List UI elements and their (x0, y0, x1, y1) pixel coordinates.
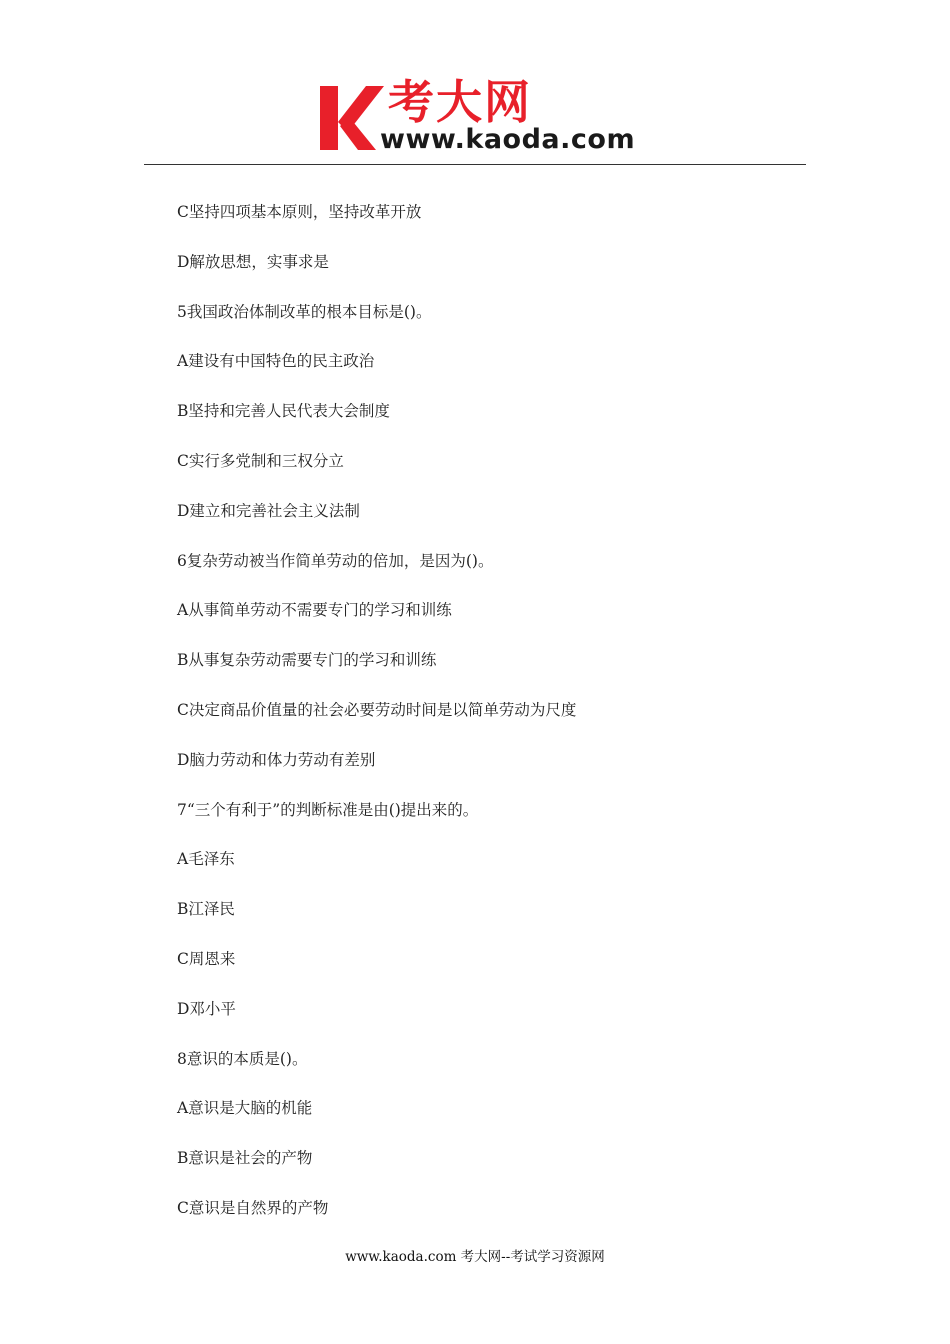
page-footer: www.kaoda.com 考大网--考试学习资源网 (345, 1249, 605, 1265)
logo-url: www.kaoda.com (380, 124, 636, 155)
option-line: C意识是自然界的产物 (177, 1198, 329, 1217)
question-line: 7“三个有利于”的判断标准是由()提出来的。 (177, 800, 479, 819)
page-header (0, 0, 950, 168)
option-line: C实行多党制和三权分立 (177, 451, 344, 470)
option-line: D脑力劳动和体力劳动有差别 (177, 750, 376, 769)
header-divider (144, 164, 806, 165)
option-line: C决定商品价值量的社会必要劳动时间是以简单劳动为尺度 (177, 700, 577, 719)
text-line: D解放思想，实事求是 (177, 252, 329, 271)
option-line: D邓小平 (177, 999, 236, 1018)
option-line: B意识是社会的产物 (177, 1149, 313, 1168)
text-line: C坚持四项基本原则，坚持改革开放 (177, 203, 422, 221)
option-line: A意识是大脑的机能 (177, 1099, 313, 1118)
question-line: 6复杂劳动被当作简单劳动的倍加，是因为()。 (177, 551, 494, 570)
kaoda-logo[interactable] (318, 76, 640, 160)
question-line: 5我国政治体制改革的根本目标是()。 (177, 302, 432, 321)
option-line: A从事简单劳动不需要专门的学习和训练 (177, 601, 452, 620)
k-logo-icon (318, 82, 384, 154)
option-line: D建立和完善社会主义法制 (177, 501, 360, 520)
option-line: B江泽民 (177, 900, 235, 919)
option-line: A毛泽东 (177, 850, 235, 869)
document-body (177, 200, 817, 1246)
logo-chinese-name: 考大网 (388, 75, 532, 129)
option-line: B从事复杂劳动需要专门的学习和训练 (177, 651, 437, 670)
option-line: B坚持和完善人民代表大会制度 (177, 402, 390, 421)
question-line: 8意识的本质是()。 (177, 1049, 308, 1068)
option-line: A建设有中国特色的民主政治 (177, 352, 375, 371)
option-line: C周恩来 (177, 949, 236, 968)
